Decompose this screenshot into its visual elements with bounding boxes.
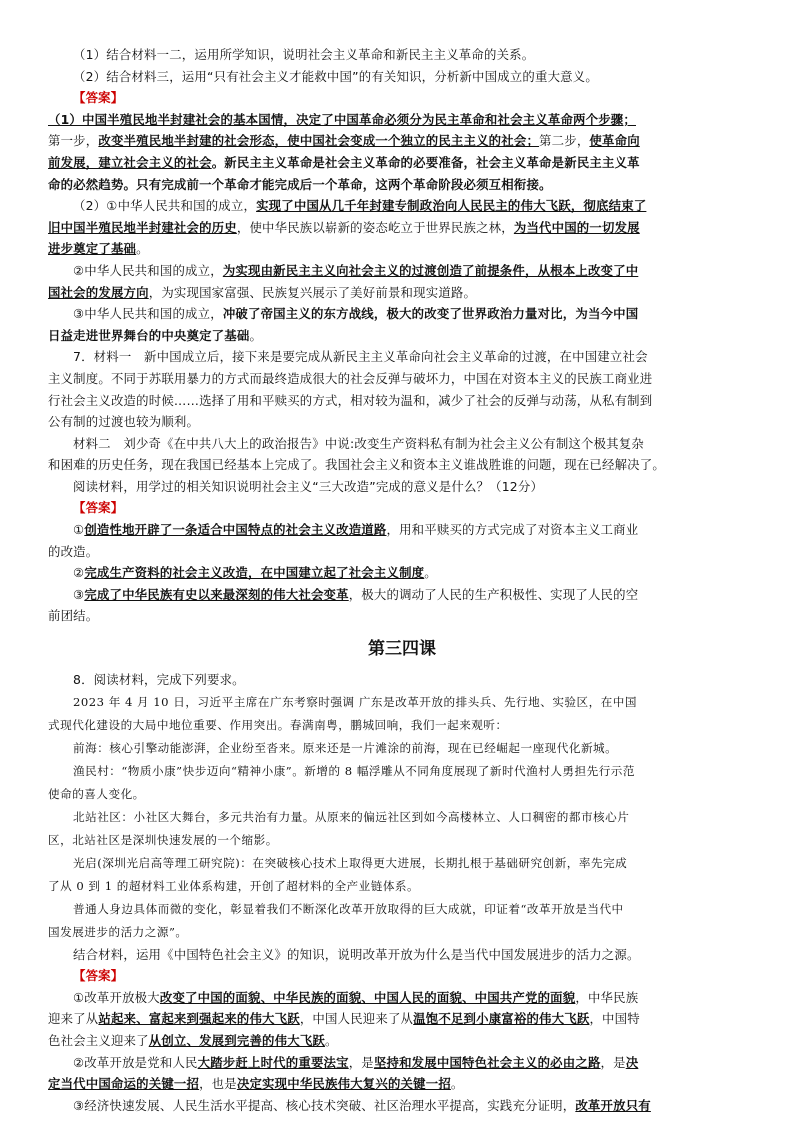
answer-text: 。新民主主义革命是社会主义革命的必要准备，社会主义革命是新民主主义革 — [211, 154, 640, 170]
answer-key-point: 前发展，建立社会主义的社会 — [48, 154, 212, 170]
answer-label-text: 【答案】 — [73, 968, 124, 984]
answer-text: （2）①中华人民共和国的成立， — [73, 198, 257, 214]
answer-paragraph — [48, 519, 756, 541]
answer-text: ，是 — [348, 1054, 374, 1070]
answer-text: 色社会主义迎来了 — [48, 1033, 149, 1048]
question-7-text: 和困难的历史任务，现在我国已经基本上完成了。我国社会主义和资本主义谁战胜谁的问题，现在已经解决了。 — [48, 457, 665, 473]
answer-paragraph: 前团结。 — [48, 608, 99, 624]
question-7-text: 材料二 刘少奇《在中共八大上的政治报告》中说:改变生产资料私有制为社会主义公有制这个极其复杂 — [73, 435, 644, 451]
answer-paragraph — [48, 217, 756, 239]
answer-key-point: 完成了中华民族有史以来最深刻的伟大社会变革 — [84, 586, 349, 602]
answer-label — [48, 965, 756, 987]
material-text: 国发展进步的活力之源”。 — [48, 924, 188, 939]
answer-text: ③ — [73, 586, 85, 602]
answer-label-text: 【答案】 — [73, 500, 124, 516]
answer-paragraph — [48, 562, 756, 584]
answer-paragraph — [48, 1030, 756, 1052]
question-sub1: （1）结合材料一二，运用所学知识，说明社会主义革命和新民主主义革命的关系。 — [73, 47, 535, 62]
answer-key-point: 进步奠定了基础 — [48, 241, 137, 257]
answer-key-point: 大踏步赶上时代的重要法宝 — [197, 1054, 349, 1070]
answer-key-point: 站起来、富起来到强起来的伟大飞跃 — [98, 1011, 300, 1027]
answer-paragraph — [48, 1052, 756, 1074]
material-text: 区，北站社区是深圳快速发展的一个缩影。 — [48, 832, 278, 847]
answer-paragraph — [48, 238, 756, 260]
material-text: 普通人身边具体而微的变化，彰显着我们不断深化改革开放取得的巨大成就，印证着“改革开放是当代中 — [73, 901, 624, 916]
answer-label — [48, 497, 756, 519]
answer-paragraph — [48, 1073, 756, 1095]
answer-text: ②中华人民共和国的成立， — [73, 262, 223, 278]
answer-text: ② — [73, 565, 85, 581]
answer-paragraph — [48, 109, 756, 131]
answer-key-point: 创造性地开辟了一条适合中国特点的社会主义改造道路 — [84, 522, 387, 538]
material-text: 使命的喜人变化。 — [48, 786, 145, 801]
answer-text: ，也是 — [199, 1076, 237, 1092]
question-7-text: 公有制的过渡也较为顺利。 — [48, 414, 200, 430]
answer-key-point: 改变了中国的面貌、中华民族的面貌、中国人民的面貌、中国共产党的面貌 — [159, 989, 576, 1005]
answer-key-point: （1）中国半殖民地半封建社会的基本国情，决定了中国革命必须分为民主革命和社会主义革命两个步骤； — [48, 111, 636, 127]
answer-text: ，使中华民族以崭新的姿态屹立于世界民族之林， — [236, 219, 514, 235]
question-8-ask: 结合材料，运用《中国特色社会主义》的知识，说明改革开放为什么是当代中国发展进步的活力之源。 — [73, 946, 640, 962]
question-8-text: 8．阅读材料，完成下列要求。 — [73, 672, 245, 688]
material-text: 式现代化建设的大局中地位重要、作用突出。春满南粤，鹏城回响，我们一起来观听： — [48, 717, 508, 732]
material-text: 2023 年 4 月 10 日，习近平主席在广东考察时强调 广东是改革开放的排头兵、先行地、实验区，在中国 — [73, 694, 637, 709]
answer-key-point: 旧中国半殖民地半封建社会的历史 — [48, 219, 237, 235]
answer-key-point: 温饱不足到小康富裕的伟大飞跃 — [413, 1011, 590, 1027]
answer-paragraph — [48, 174, 756, 196]
material-text: 北站社区：小社区大舞台，多元共治有力量。从原来的偏远社区到如今高楼林立、人口稠密的都市核心片 — [73, 809, 630, 824]
answer-text: ，用和平赎买的方式完成了对资本主义工商业 — [386, 522, 639, 538]
answer-text: ③中华人民共和国的成立， — [73, 306, 223, 322]
answer-text: 。 — [325, 1033, 338, 1048]
answer-text: ①改革开放极大 — [73, 989, 160, 1005]
answer-paragraph — [48, 152, 756, 174]
answer-paragraph — [48, 130, 756, 152]
answer-key-point: 使革命向 — [589, 133, 640, 149]
answer-key-point: 完成生产资料的社会主义改造，在中国建立起了社会主义制度 — [84, 565, 425, 581]
answer-text: 迎来了从 — [48, 1011, 99, 1027]
answer-text: 命的必然趋势。只有完成前一个革命才能完成后一个革命，这两个革命阶段必须互相衔接。 — [48, 176, 552, 192]
material-text: 渔民村：“物质小康”快步迈向“精神小康”。新增的 8 幅浮雕从不同角度展现了新时代渔村人勇担先行示范 — [73, 763, 635, 778]
answer-key-point: 从创立、发展到完善的伟大飞跃 — [148, 1033, 326, 1048]
answer-paragraph — [48, 987, 756, 1009]
answer-key-point: 日益走进世界舞台的中央奠定了基础 — [48, 327, 250, 343]
answer-text: 第一步， — [48, 133, 99, 149]
answer-paragraph — [48, 303, 756, 325]
material-text: 了从 0 到 1 的超材料工业体系构建，开创了超材料的全产业链体系。 — [48, 878, 420, 893]
answer-text: 。 — [424, 565, 437, 581]
material-text: 前海：核心引擎动能澎湃，企业纷至沓来。原来还是一片滩涂的前海，现在已经崛起一座现代化新城。 — [73, 740, 618, 755]
answer-paragraph — [48, 195, 756, 217]
answer-text: 第二步， — [539, 133, 590, 149]
answer-text: 。 — [450, 1076, 464, 1092]
section-title: 第三四课 — [368, 639, 436, 660]
answer-text: ，为实现国家富强、民族复兴展示了美好前景和现实道路。 — [148, 284, 477, 300]
answer-text: ，中国人民迎来了从 — [299, 1011, 414, 1027]
answer-key-point: 冲破了帝国主义的东方战线，极大的改变了世界政治力量对比，为当今中国 — [222, 306, 639, 322]
question-7-ask: 阅读材料，用学过的相关知识说明社会主义“三大改造”完成的意义是什么？（12分） — [73, 478, 544, 494]
answer-key-point: 决 — [625, 1054, 639, 1070]
answer-key-point: 为实现由新民主主义向社会主义的过渡创造了前提条件，从根本上改变了中 — [222, 262, 639, 278]
answer-key-point: 实现了中国从几千年封建专制政治向人民民主的伟大飞跃，彻底结束了 — [256, 198, 647, 214]
question-7-text: 行社会主义改造的时候……选择了用和平赎买的方式，相对较为温和，减少了社会的反弹与动荡，从私有制到 — [48, 392, 653, 408]
answer-key-point: 改革开放只有 — [575, 1097, 651, 1113]
page-content — [48, 44, 756, 1116]
answer-key-point: 坚持和发展中国特色社会主义的必由之路 — [373, 1054, 601, 1070]
answer-paragraph — [48, 282, 756, 304]
answer-text: ③经济快速发展、人民生活水平提高、核心技术突破、社区治理水平提高，实践充分证明， — [73, 1097, 576, 1113]
answer-paragraph: 的改造。 — [48, 543, 99, 559]
answer-paragraph — [48, 1008, 756, 1030]
answer-paragraph — [48, 584, 756, 606]
material-text: 光启(深圳光启高等理工研究院)：在突破核心技术上取得更大进展，长期扎根于基础研究创新，率先完成 — [73, 855, 628, 870]
answer-text: 。 — [249, 327, 263, 343]
answer-key-point: 改变半殖民地半封建的社会形态，使中国社会变成一个独立的民主主义的社会； — [98, 133, 540, 149]
answer-key-point: 定当代中国命运的关键一招 — [48, 1076, 200, 1092]
answer-paragraph — [48, 1095, 756, 1117]
answer-text: 。 — [136, 241, 149, 257]
answer-text: ，中华民族 — [575, 989, 639, 1005]
answer-paragraph — [48, 260, 756, 282]
answer-text: ，是 — [600, 1054, 626, 1070]
answer-key-point: 决定实现中华民族伟大复兴的关键一招 — [236, 1076, 451, 1092]
question-7-text: 主义制度。不同于苏联用暴力的方式而最终造成很大的社会反弹与破坏力，中国在对资本主义的民族工商业进 — [48, 370, 653, 386]
answer-text: ②改革开放是党和人民 — [73, 1054, 198, 1070]
answer-text: ，中国特 — [589, 1011, 640, 1027]
answer-key-point: 为当代中国的一切发展 — [513, 219, 640, 235]
answer-label-text: 【答案】 — [73, 90, 124, 106]
question-sub2: （2）结合材料三，运用“只有社会主义才能救中国”的有关知识，分析新中国成立的重大意义。 — [73, 68, 598, 84]
answer-paragraph — [48, 325, 756, 347]
answer-key-point: 国社会的发展方向 — [48, 284, 149, 300]
answer-text: ，极大的调动了人民的生产积极性、实现了人民的空 — [348, 586, 639, 602]
question-7-text: 7．材料一 新中国成立后，接下来是要完成从新民主主义革命向社会主义革命的过渡，在中国建立社会 — [73, 349, 648, 365]
answer-text: ① — [73, 522, 85, 538]
answer-label — [48, 87, 756, 109]
